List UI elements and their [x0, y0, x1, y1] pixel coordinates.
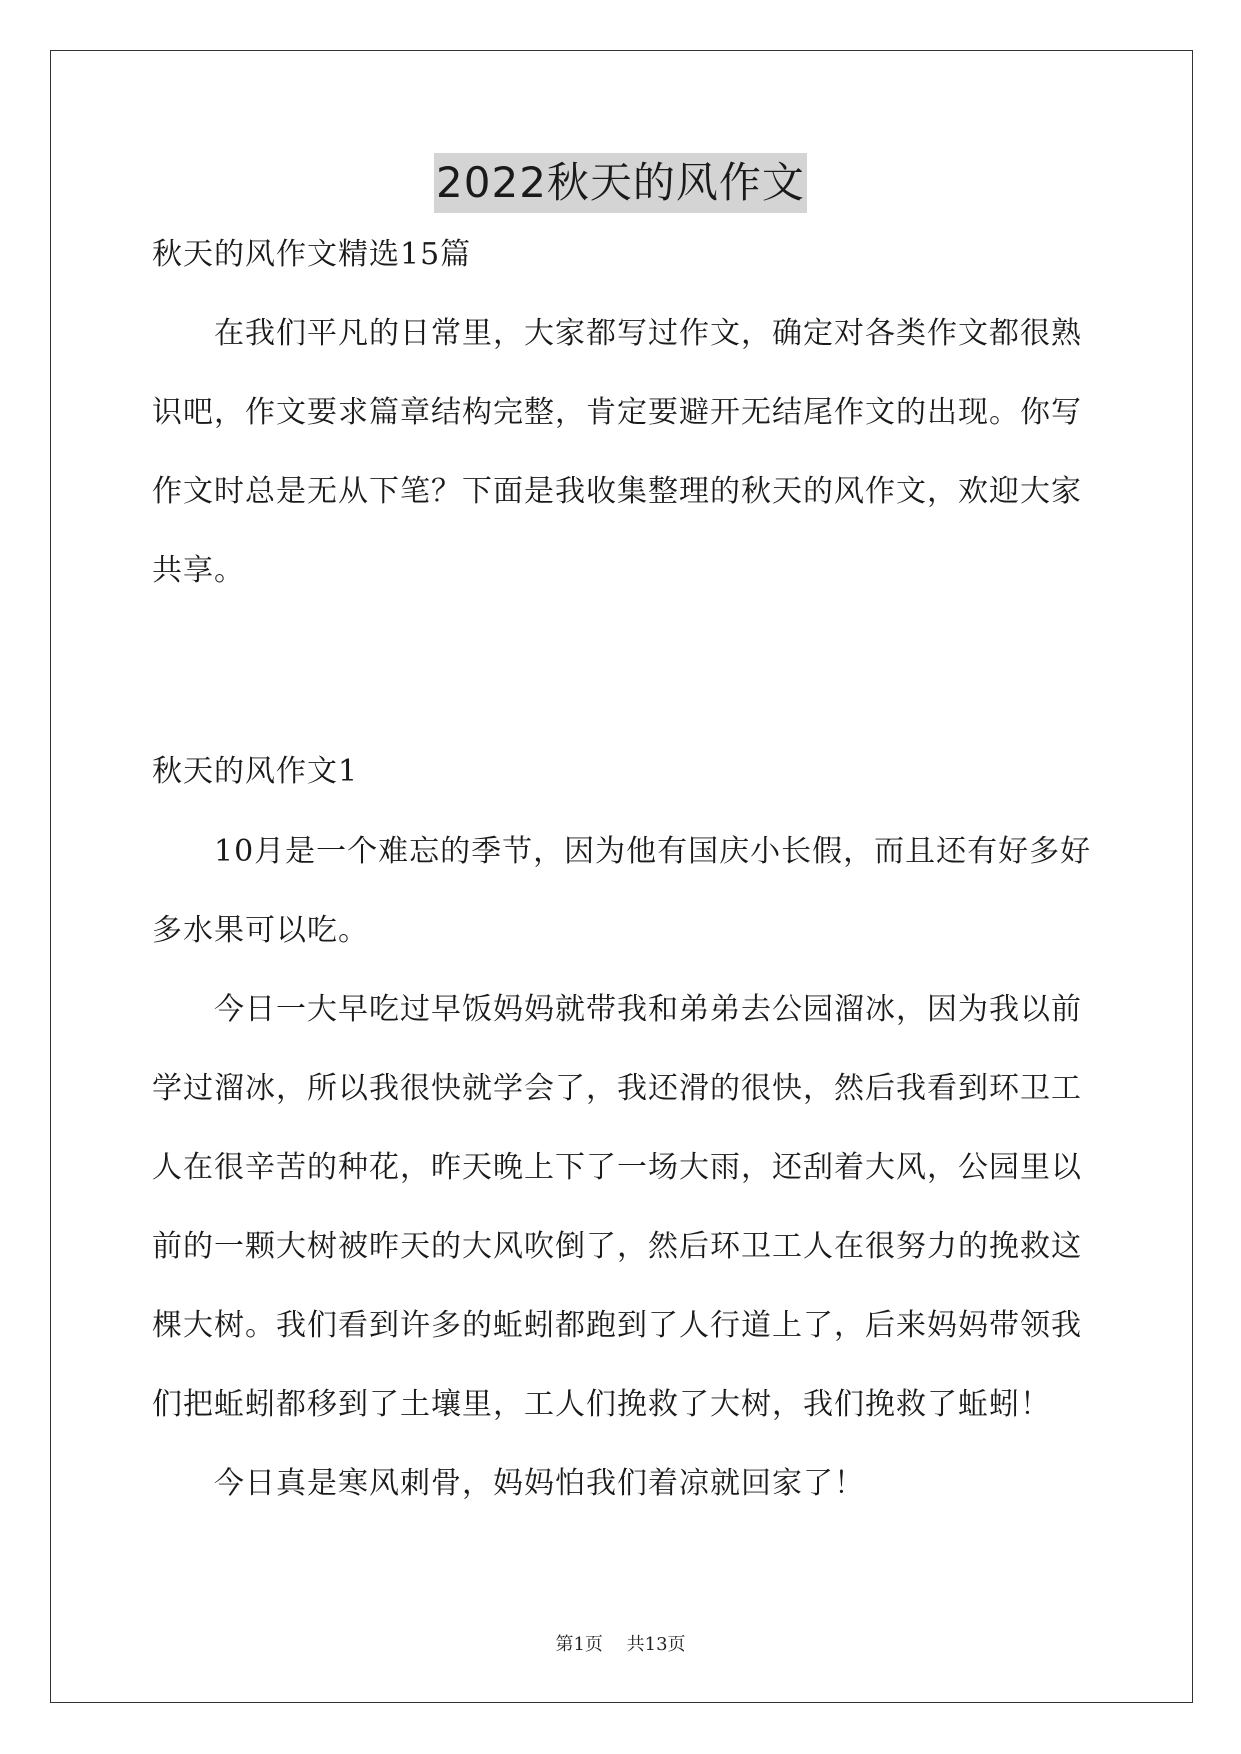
page-total: 共13页	[626, 1634, 686, 1655]
document-title: 2022秋天的风作文	[434, 153, 807, 213]
title-container	[0, 153, 1241, 213]
page-footer	[0, 1630, 1241, 1656]
paragraph-2: 今日一大早吃过早饭妈妈就带我和弟弟去公园溜冰，因为我以前学过溜冰，所以我很快就学会了，我还滑的很快，然后我看到环卫工人在很辛苦的种花，昨天晚上下了一场大雨，还刮着大风，公园里以前的一颗大树被昨天的大风吹倒了，然后环卫工人在很努力的挽救这棵大树。我们看到许多的蚯蚓都跑到了人行道上了，后来妈妈带领我们把蚯蚓都移到了土壤里，工人们挽救了大树，我们挽救了蚯蚓！	[152, 992, 1082, 1422]
subtitle: 秋天的风作文精选15篇	[152, 237, 472, 272]
paragraph-1: 10月是一个难忘的季节，因为他有国庆小长假，而且还有好多好多水果可以吃。	[152, 834, 1092, 948]
page-number: 第1页	[555, 1634, 603, 1655]
paragraph-3: 今日真是寒风刺骨，妈妈怕我们着凉就回家了！	[214, 1466, 865, 1501]
section-heading: 秋天的风作文1	[152, 754, 359, 789]
intro-paragraph: 在我们平凡的日常里，大家都写过作文，确定对各类作文都很熟识吧，作文要求篇章结构完整，肯定要避开无结尾作文的出现。你写作文时总是无从下笔？下面是我收集整理的秋天的风作文，欢迎大家共享。	[152, 316, 1082, 588]
